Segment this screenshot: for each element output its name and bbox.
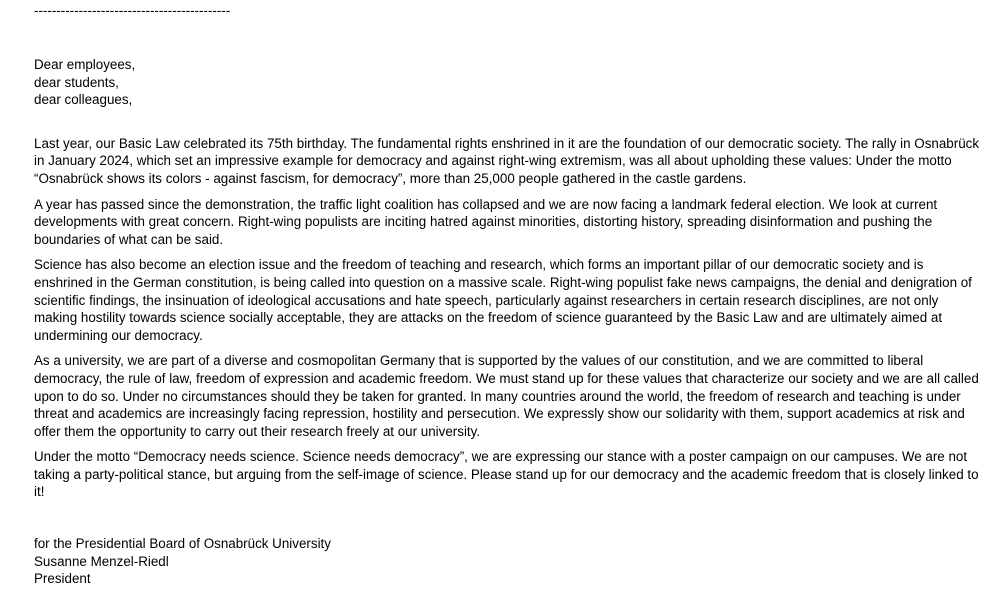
signature-block — [34, 535, 984, 588]
paragraph-university-values: As a university, we are part of a diverse and cosmopolitan Germany that is supported by the values of our constitution, and we are committed to liberal democracy, the rule of law, freedom of expression and academic freedom. We must stand up for these values that characterize our society and we are all called upon to do so. Under no circumstances should they be taken for granted. In many countries around the world, the freedom of research and teaching is under threat and academics are increasingly facing repression, hostility and persecution. We expressly show our solidarity with them, support academics at risk and offer them the opportunity to carry out their research freely at our university. — [34, 353, 979, 439]
paragraph-poster-campaign: Under the motto “Democracy needs science. Science needs democracy”, we are expressing our stance with a poster campaign on our campuses. We are not taking a party-political stance, but arguing from the self-image of science. Please stand up for our democracy and the academic freedom that is closely linked to it! — [34, 449, 979, 500]
salutation-line-employees: Dear employees, — [34, 57, 136, 72]
signature-title: President — [34, 571, 91, 587]
signature-name: Susanne Menzel-Riedl — [34, 553, 169, 569]
separator-line: -------------------------------------------- — [34, 3, 231, 18]
paragraph-basic-law: Last year, our Basic Law celebrated its 75th birthday. The fundamental rights enshrined in it are the foundation of our democratic society. The rally in Osnabrück in January 2024, which set an impressive example for democracy and against right-wing extremism, was all about upholding these values: Under the motto “Osnabrück shows its colors - against fascism, for democracy”, more than 25,000 people gathered in the castle gardens. — [34, 135, 980, 186]
paragraph-election: A year has passed since the demonstration, the traffic light coalition has collapsed and we are now facing a landmark federal election. We look at current developments with great concern. Right-wing populists are inciting hatred against minorities, distorting history, spreading disinformation and pushing the boundaries of what can be said. — [34, 196, 938, 247]
letter-body — [34, 135, 984, 501]
salutation — [34, 56, 984, 109]
paragraph-science-freedom: Science has also become an election issue and the freedom of teaching and research, which forms an important pillar of our democratic society and is enshrined in the German constitution, is being called into question on a massive scale. Right-wing populist fake news campaigns, the denial and denigration of scientific findings, the insinuation of ideological accusations and hate speech, particularly against researchers in certain research disciplines, are not only making hostility towards science socially acceptable, they are attacks on the freedom of science guaranteed by the Basic Law and are ultimately aimed at undermining our democracy. — [34, 257, 972, 343]
letter — [34, 3, 984, 588]
signature-board: for the Presidential Board of Osnabrück University — [34, 536, 331, 552]
salutation-line-colleagues: dear colleagues, — [34, 92, 133, 108]
salutation-line-students: dear students, — [34, 74, 119, 90]
